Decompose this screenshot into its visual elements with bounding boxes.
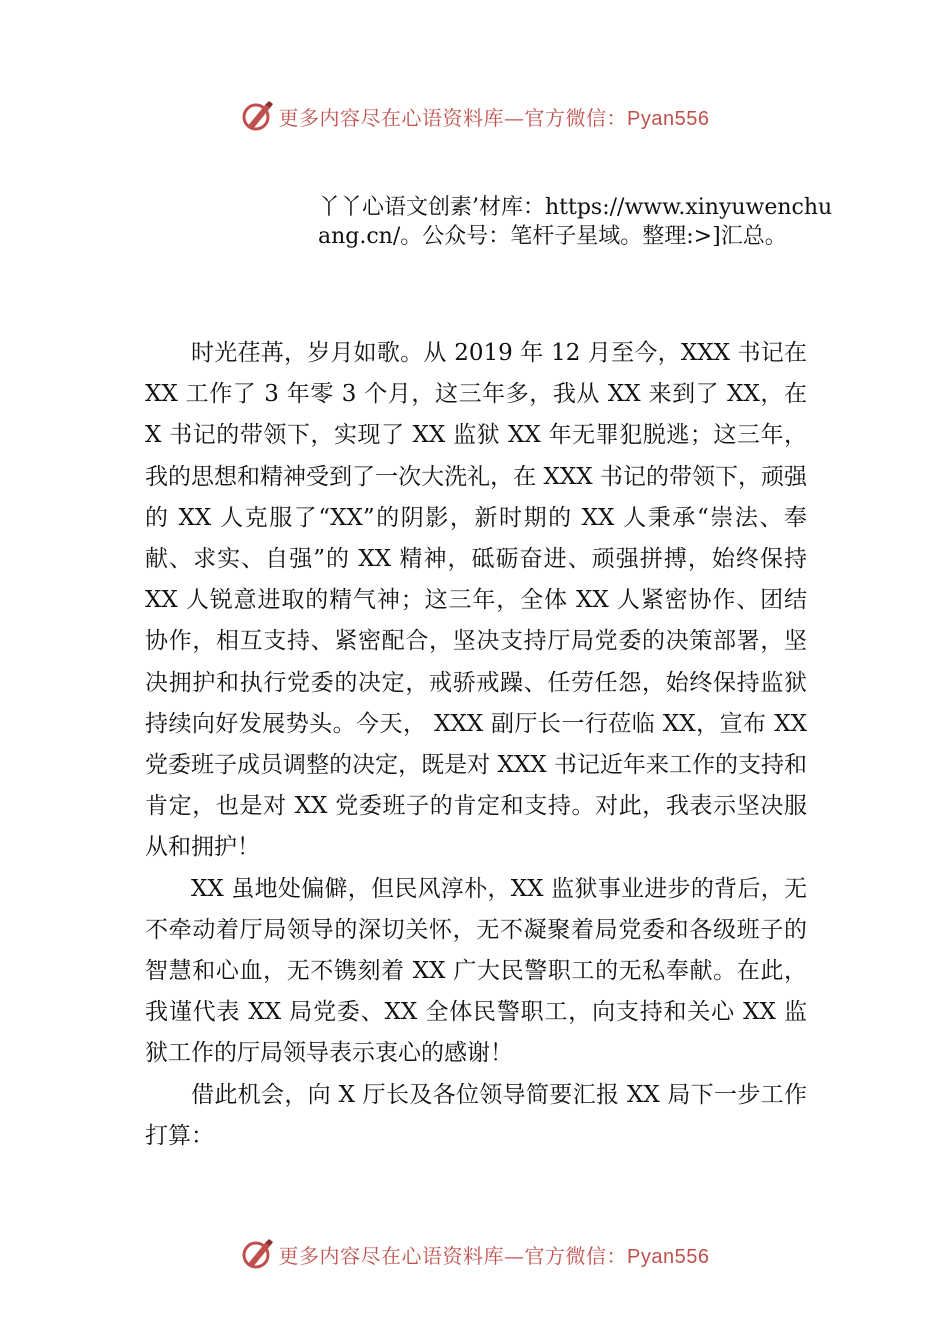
header-banner <box>0 96 950 136</box>
pen-circle-logo-icon <box>241 1237 275 1271</box>
header-banner-text: 更多内容尽在心语资料库—官方微信：Pyan556 <box>278 105 710 130</box>
footer-banner <box>0 1234 950 1274</box>
source-note: 丫丫心语文创素’材库：https://www.xinyuwenchuang.cn/。公众号：笔杆子星域。整理:>]汇总。 <box>318 195 833 249</box>
pen-circle-logo-icon <box>241 99 275 133</box>
footer-banner-text: 更多内容尽在心语资料库—官方微信：Pyan556 <box>278 1243 710 1268</box>
document-body <box>145 333 807 1157</box>
paragraph: 借此机会，向 X 厅长及各位领导简要汇报 XX 局下一步工作打算： <box>145 1081 807 1149</box>
paragraph: XX 虽地处偏僻，但民风淳朴，XX 监狱事业进步的背后，无不牵动着厅局领导的深切关怀，无不凝聚着局党委和各级班子的智慧和心血，无不镌刻着 XX 广大民警职工的无私奉献。在此，我谨代表 XX 局党委、XX 全体民警职工，向支持和关心 XX 监狱工作的厅局领导表示衷心的感谢！ <box>145 875 807 1067</box>
paragraph: 时光荏苒，岁月如歌。从 2019 年 12 月至今，XXX 书记在 XX 工作了 3 年零 3 个月，这三年多，我从 XX 来到了 XX，在 X 书记的带领下，实现了 XX 监狱 XX 年无罪犯脱逃；这三年，我的思想和精神受到了一次大洗礼，在 XXX 书记的带领下，顽强的 XX 人克服了“XX”的阴影，新时期的 XX 人秉承“崇法、奉献、求实、自强”的 XX 精神，砥砺奋进、顽强拼搏，始终保持 XX 人锐意进取的精气神；这三年，全体 XX 人紧密协作、团结协作，相互支持、紧密配合，坚决支持厅局党委的决策部署，坚决拥护和执行党委的决定，戒骄戒躁、任劳任怨，始终保持监狱持续向好发展势头。今天， XXX 副厅长一行莅临 XX，宣布 XX 党委班子成员调整的决定，既是对 XXX 书记近年来工作的支持和肯定，也是对 XX 党委班子的肯定和支持。对此，我表示坚决服从和拥护！ <box>145 340 807 861</box>
